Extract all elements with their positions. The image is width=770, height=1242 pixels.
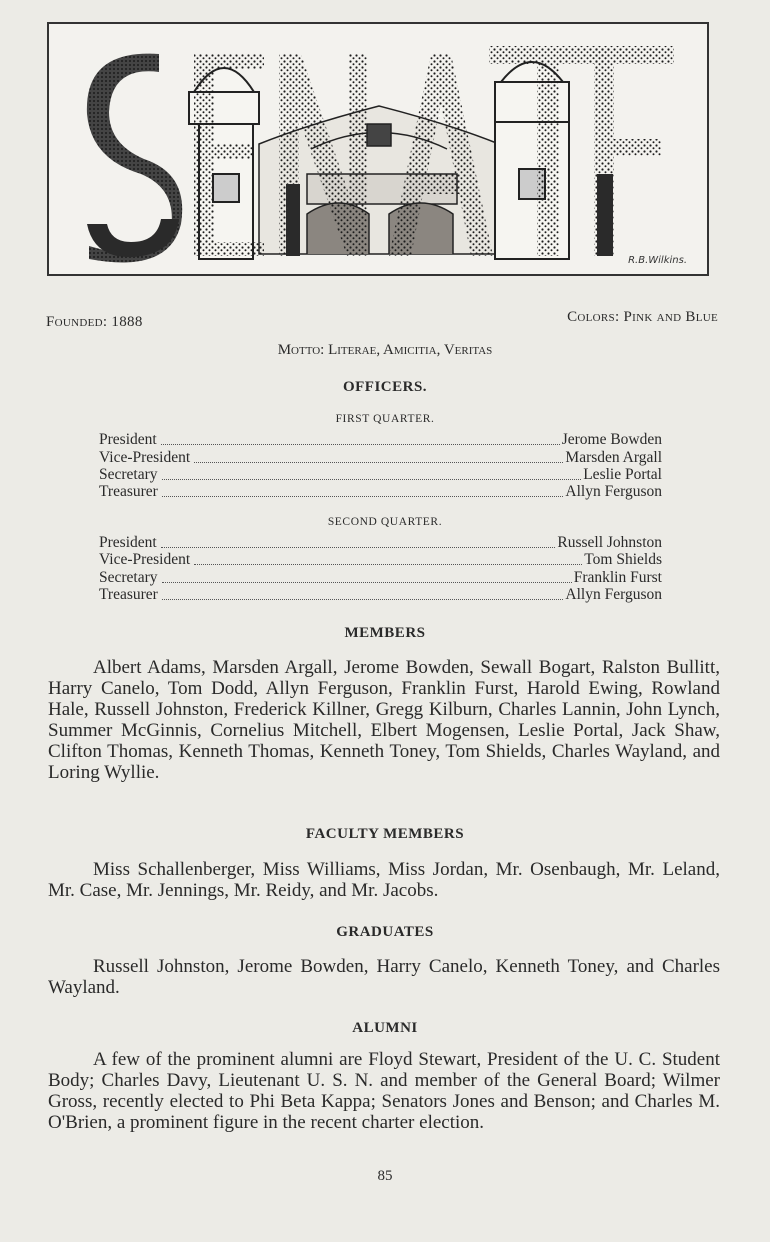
motto-line: Motto: Literae, Amicitia, Veritas [277, 342, 493, 358]
colors-value: Pink and Blue [623, 309, 718, 325]
members-paragraph: Albert Adams, Marsden Argall, Jerome Bowden, Sewall Bogart, Ralston Bullitt, Harry Canelo, Tom Dodd, Allyn Ferguson, Franklin Furst, Harold Ewing, Rowland Hale, Russell Johnston, Frederick Killner, Gregg Kilburn, Charles Lannin, John Lynch, Summer McGinnis, Cornelius Mitchell, Elbert Mogensen, Leslie Portal, Jack Shaw, Clifton Thomas, Kenneth Thomas, Kenneth Toney, Tom Shields, Charles Wayland, and Loring Wyllie. [48, 657, 720, 783]
faculty-paragraph: Miss Schallenberger, Miss Williams, Miss Jordan, Mr. Osenbaugh, Mr. Leland, Mr. Case, Mr. Jennings, Mr. Reidy, and Mr. Jacobs. [48, 859, 720, 901]
officer-name: Allyn Ferguson [565, 483, 662, 500]
officer-role: President [99, 431, 157, 448]
dot-leader [162, 581, 572, 583]
motto-value: Literae, Amicitia, Veritas [328, 342, 493, 358]
officer-name: Allyn Ferguson [565, 586, 662, 603]
officer-row [99, 586, 662, 604]
alumni-heading: ALUMNI [352, 1020, 418, 1036]
graduates-paragraph: Russell Johnston, Jerome Bowden, Harry Canelo, Kenneth Toney, and Charles Wayland. [48, 956, 720, 998]
founded-label: Founded [46, 314, 103, 330]
graduates-heading: GRADUATES [336, 924, 434, 940]
second-quarter-label: SECOND QUARTER. [327, 516, 443, 528]
officer-role: Treasurer [99, 483, 158, 500]
senate-lettering-artwork [49, 24, 707, 274]
officer-role: Vice-President [99, 449, 191, 466]
members-heading: MEMBERS [344, 625, 426, 641]
alumni-paragraph: A few of the prominent alumni are Floyd Stewart, President of the U. C. Student Body; Charles Davy, Lieutenant U. S. N. and member of the General Board; Wilmer Gross, recently elected to Phi Beta Kappa; Senators Jones and Benson; and Charles M. O'Brien, a prominent figure in the recent charter election. [48, 1049, 720, 1133]
officer-row [99, 466, 662, 484]
officer-role: Secretary [99, 466, 158, 483]
officer-row [99, 551, 662, 569]
officer-row [99, 431, 662, 449]
officer-name: Leslie Portal [583, 466, 662, 483]
officer-role: Treasurer [99, 586, 158, 603]
officer-row [99, 483, 662, 501]
dot-leader [162, 598, 564, 600]
officer-name: Franklin Furst [573, 569, 662, 586]
first-quarter-label: FIRST QUARTER. [335, 413, 435, 425]
title-banner-illustration [47, 22, 709, 276]
officer-role: President [99, 534, 157, 551]
officer-name: Jerome Bowden [561, 431, 662, 448]
officer-name: Tom Shields [584, 551, 662, 568]
colors-line: Colors: Pink and Blue [567, 309, 718, 325]
officer-row [99, 569, 662, 587]
motto-label: Motto [277, 342, 321, 358]
dot-leader [161, 443, 560, 445]
founded-value: 1888 [111, 314, 143, 330]
dot-leader [162, 495, 564, 497]
dot-leader [162, 478, 582, 480]
dot-leader [194, 461, 563, 463]
page-number: 85 [377, 1168, 393, 1184]
faculty-heading: FACULTY MEMBERS [305, 826, 465, 842]
officer-role: Secretary [99, 569, 158, 586]
dot-leader [194, 563, 582, 565]
officer-name: Marsden Argall [565, 449, 662, 466]
officer-row [99, 449, 662, 467]
officer-name: Russell Johnston [557, 534, 662, 551]
artist-signature: R.B.Wilkins. [628, 255, 687, 266]
dot-leader [161, 546, 556, 548]
colors-label: Colors [567, 309, 615, 325]
officer-role: Vice-President [99, 551, 191, 568]
officers-heading: OFFICERS. [342, 379, 428, 395]
founded-line: Founded: 1888 [46, 314, 143, 330]
officer-row [99, 534, 662, 552]
